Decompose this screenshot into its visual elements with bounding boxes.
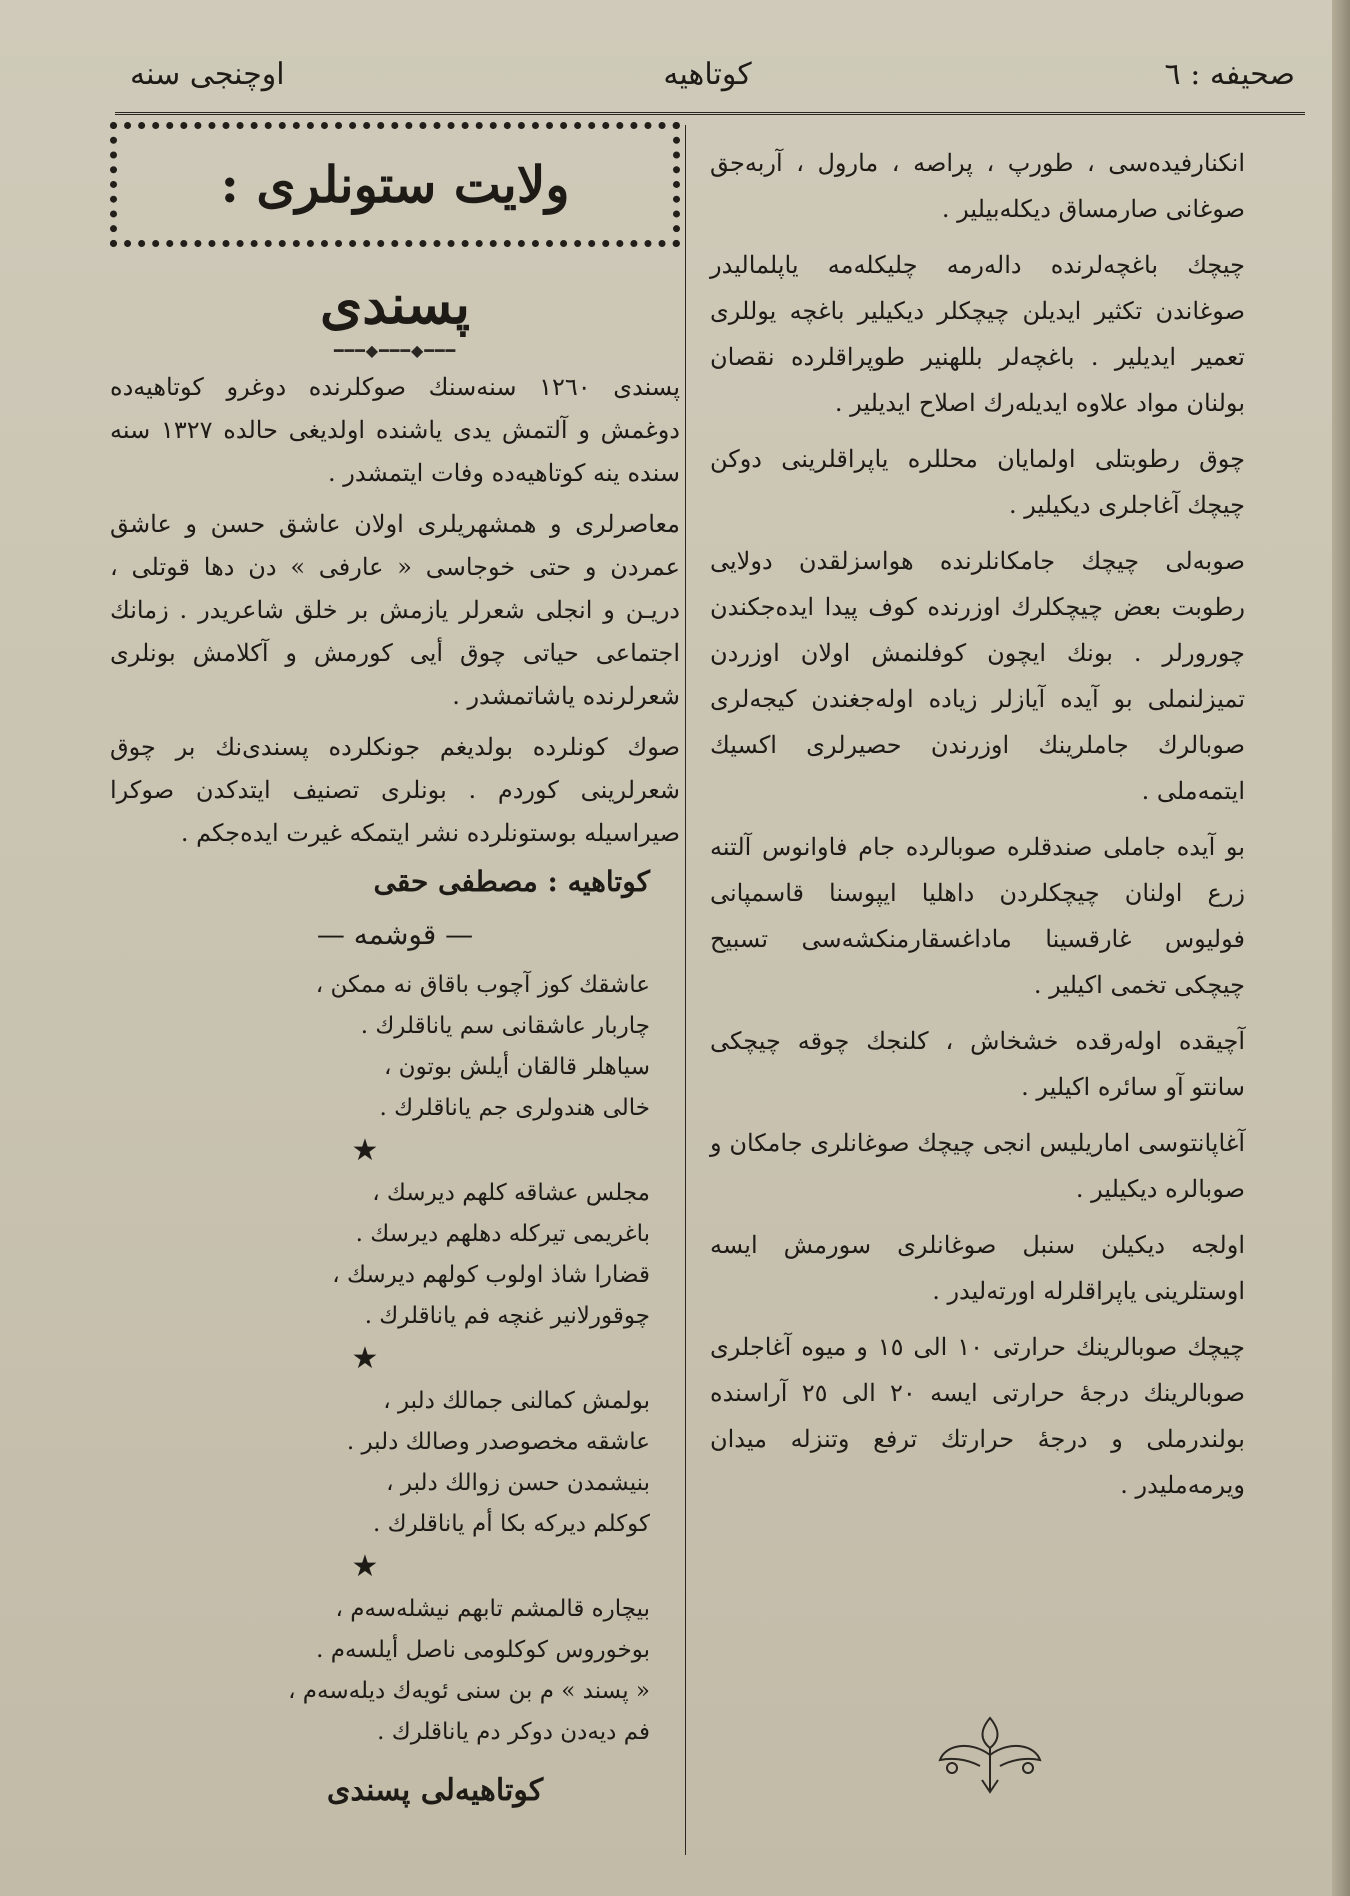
title-ornament-rule: ━━━◆━━━◆━━━ bbox=[333, 341, 457, 360]
verse-line: عاشقك کوز آچوب باقاق نه ممکن ، bbox=[315, 972, 650, 998]
stanza bbox=[110, 1381, 650, 1545]
verse-line: کوکلم دیرکه بکا أم یاناقلرك . bbox=[373, 1511, 650, 1537]
bio-paragraph: پسندی ١٢٦٠ سنه‌سنك صوكلرنده دوغرو کوتاهیه‌ده دوغمش و آلتمش یدی یاشنده اولدیغی حالده ١٣٢٧ سنه سنده ینه کوتاهیه‌ده وفات ایتمشدر . bbox=[110, 373, 681, 487]
verse-line: « پسند » م بن سنی ئویه‌ك دیله‌سه‌م ، bbox=[288, 1678, 650, 1704]
end-ornament-icon bbox=[930, 1710, 1050, 1800]
section-title: ولایت ستونلری : bbox=[220, 155, 570, 214]
stanza bbox=[110, 1173, 650, 1337]
verse-line: باغریمی تیرکله دهلهم دیرسك . bbox=[355, 1221, 650, 1247]
paragraph: چیچك باغچه‌لرنده داله‌رمه چلیکله‌مه یاپلمالیدر صوغاندن تکثیر ایدیلن چیچکلر دیکیلیر باغچه یوللری تعمیر ایدیلیر . باغچه‌لر بللهنیر طوپراقلرده نقصان بولنان مواد علاوه ایدیله‌رك اصلاح ایدیلیر . bbox=[710, 251, 1245, 417]
paragraph: بو آیده جاملی صندقلره صوبالرده جام فاوانوس آلتنه زرع اولنان چیچکلردن داهلیا ایپوسنا قاسمپانی فولیوس غارقسینا ماداغسقارمنکشه‌سی تسبیح چیچکی تخمی اکیلیر . bbox=[710, 833, 1245, 999]
verse-line: بنیشمدن حسن زوالك دلبر ، bbox=[386, 1470, 650, 1496]
poem-heading: — قوشمه — bbox=[316, 918, 474, 951]
verse-line: عاشقه مخصوصدر وصالك دلبر . bbox=[346, 1429, 650, 1455]
paragraph: صوبه‌لی چیچك جامکانلرنده هواسزلقدن دولایی رطوبت بعض چیچکلرك اوزرنده کوف پیدا ایده‌جکندن چورورلر . بونك ایچون کوفلنمش اولان اوزردن تمیزلنملی بو آیده آیازلر زیاده اوله‌جغندن کیجه‌لری صوبالرك جاملرینك اوزرندن حصیرلری اکسیك ایتمه‌ملی . bbox=[710, 547, 1245, 805]
page-header bbox=[110, 45, 1305, 115]
verse-line: فم دیه‌دن دوکر دم یاناقلرك . bbox=[377, 1719, 650, 1745]
paragraph: آچیقده اوله‌رقده خشخاش ، کلنجك چوقه چیچکی سانتو آو سائره اکیلیر . bbox=[710, 1027, 1245, 1101]
star-icon: ★ bbox=[351, 1341, 379, 1376]
header-rule bbox=[115, 112, 1305, 115]
verse-line: بولمش کمالنی جمالك دلبر ، bbox=[383, 1388, 650, 1414]
stanza bbox=[110, 1589, 650, 1753]
paragraph: چیچك صوبالرینك حرارتی ١٠ الی ١٥ و میوه آغاجلری صوبالرینك درجهٔ حرارتی ایسه ٢٠ الی ٢٥ آراسنده بولندرملی و درجهٔ حرارتك ترفع وتنزله میدان ویرمه‌ملیدر . bbox=[710, 1333, 1245, 1499]
bio-paragraph: معاصرلری و همشهریلری اولان عاشق حسن و عاشق عمردن و حتی خوجاسی « عارفی » دن دها قوتلی ، دریـن و انجلی شعرلر یازمش بر خلق شاعریدر . زمانك اجتماعی حیاتی چوق أیی کورمش و آکلامش بونلری شعرلرنده یاشاتمشدر . bbox=[110, 510, 680, 710]
article-title: پسندی bbox=[319, 272, 471, 336]
verse-line: بوخوروس کوکلومی ناصل أیلسه‌م . bbox=[316, 1637, 650, 1663]
star-icon: ★ bbox=[351, 1549, 379, 1584]
right-column bbox=[710, 140, 1245, 1518]
paragraph: آغاپانتوسی اماریلیس انجی چیچك صوغانلری جامکان و صوبالره دیکیلیر . bbox=[710, 1129, 1245, 1203]
column-divider bbox=[685, 125, 686, 1855]
poet-signature: کوتاهیه‌لی پسندی bbox=[326, 1773, 544, 1808]
paragraph: اولجه دیکیلن سنبل صوغانلری سورمش ایسه اوستلرینی یاپراقلرله اورته‌لیدر . bbox=[710, 1231, 1245, 1305]
star-icon: ★ bbox=[351, 1133, 379, 1168]
author-signature: کوتاهیه : مصطفی حقی bbox=[373, 865, 650, 898]
paragraph: چوق رطوبتلی اولمایان محللره یاپراقلرینی دوکن چیچك آغاجلری دیکیلیر . bbox=[710, 445, 1245, 519]
verse-line: خالی هندولری جم یاناقلرك . bbox=[379, 1095, 650, 1121]
verse-line: مجلس عشاقه کلهم دیرسك ، bbox=[372, 1180, 650, 1206]
bio-paragraph: صوك کونلرده بولدیغم جونکلرده پسندی‌نك بر چوق شعرلرینی کوردم . بونلری تصنیف ایتدکدن صوکرا صیراسیله بوستونلرده نشر ایتمکه غیرت ایده‌جکم . bbox=[110, 733, 680, 847]
verse-line: چاربار عاشقانی سم یاناقلرك . bbox=[360, 1013, 650, 1039]
verse-line: چوقورلانیر غنچه فم یاناقلرك . bbox=[364, 1303, 650, 1329]
binding-edge bbox=[1332, 0, 1350, 1896]
paragraph: انکنارفیده‌سی ، طورپ ، پراصه ، مارول ، آربه‌جق صوغانی صارمساق دیکله‌بیلیر . bbox=[710, 149, 1245, 223]
stanza bbox=[110, 965, 650, 1129]
newspaper-name: کوتاهیه bbox=[663, 57, 752, 92]
year-label: اوچنجی سنه bbox=[130, 57, 285, 92]
page-number: صحیفه : ٦ bbox=[1164, 57, 1295, 92]
verse-line: سیاهلر قالقان أیلش بوتون ، bbox=[383, 1054, 650, 1080]
left-column bbox=[110, 120, 680, 1808]
verse-line: قضارا شاذ اولوب کولهم دیرسك ، bbox=[332, 1262, 650, 1288]
section-title-box bbox=[110, 122, 680, 247]
verse-line: بیچاره قالمشم تابهم نیشله‌سه‌م ، bbox=[335, 1596, 650, 1622]
